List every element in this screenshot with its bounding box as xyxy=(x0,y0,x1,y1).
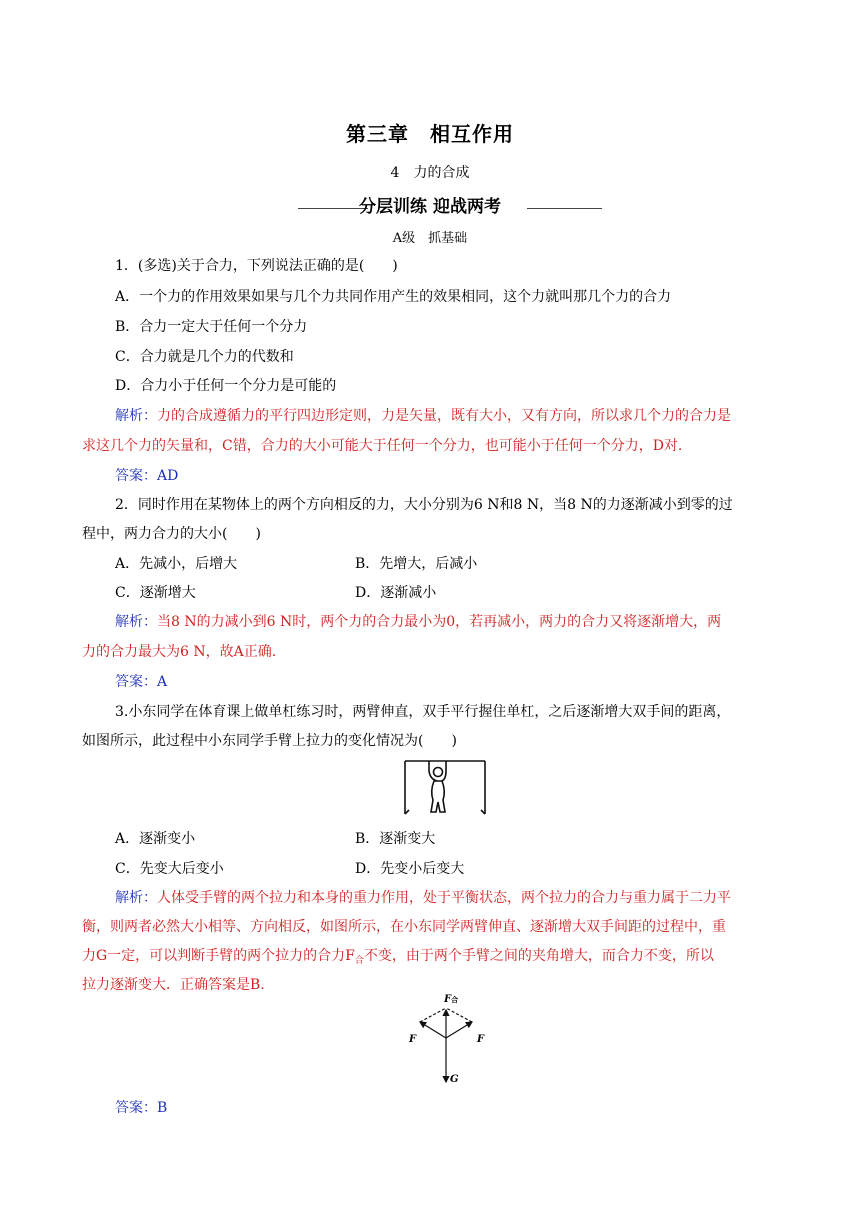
q3-analysis-line-3 xyxy=(82,946,714,971)
q2-option-c: C．逐渐增大 xyxy=(115,585,196,601)
q1-analysis-label: 解析： xyxy=(115,408,157,424)
q3-analysis-text-3a: 力G一定，可以判断手臂的两个拉力的合力F xyxy=(82,948,355,964)
q3-option-b: B．逐渐变大 xyxy=(355,831,436,847)
q1-option-b: B．合力一定大于任何一个分力 xyxy=(115,319,308,335)
dashed-edge-right xyxy=(446,1008,472,1022)
dashed-edge-left xyxy=(420,1008,446,1022)
q3-analysis-line-1 xyxy=(115,888,731,908)
banner-title: 分层训练 迎战两考 xyxy=(359,197,501,217)
q3-option-c: C．先变大后变小 xyxy=(115,861,224,877)
q3-analysis-line-2: 衡，则两者必然大小相等、方向相反，如图所示，在小东同学两臂伸直、逐渐增大双手间距的过程中，重 xyxy=(82,919,726,935)
q1-answer: 答案：AD xyxy=(115,468,179,484)
q1-analysis-text-1: 力的合成遵循力的平行四边形定则，力是矢量，既有大小，又有方向，所以求几个力的合力是 xyxy=(157,408,731,424)
q2-option-d: D．逐渐减小 xyxy=(355,585,437,601)
q2-option-b: B．先增大，后减小 xyxy=(355,556,478,572)
q3-answer: 答案：B xyxy=(115,1100,168,1116)
label-f-total: F合 xyxy=(444,994,459,1005)
q1-option-d: D．合力小于任何一个分力是可能的 xyxy=(115,378,337,394)
q1-option-c: C．合力就是几个力的代数和 xyxy=(115,349,294,365)
q3-option-a: A．逐渐变小 xyxy=(115,831,196,847)
right-force-arrow xyxy=(446,1022,472,1038)
q1-option-a: A．一个力的作用效果如果与几个力共同作用产生的效果相同，这个力就叫那几个力的合力 xyxy=(115,289,672,305)
label-g: G xyxy=(450,1074,459,1085)
label-f-left: F xyxy=(409,1034,417,1045)
q3-analysis-text-1: 人体受手臂的两个拉力和本身的重力作用，处于平衡状态，两个拉力的合力与重力属于二力平 xyxy=(157,890,731,906)
q2-analysis-label: 解析： xyxy=(115,614,157,630)
q1-analysis-line-2: 求这几个力的矢量和，C错，合力的大小可能大于任何一个分力，也可能小于任何一个分力，D对. xyxy=(82,438,683,454)
q2-stem-line-2: 程中，两力合力的大小( ) xyxy=(82,526,261,542)
q2-analysis-text-1: 当8 N的力减小到6 N时，两个力的合力最小为0，若再减小，两力的合力又将逐渐增大，两 xyxy=(157,614,722,630)
q3-option-d: D．先变小后变大 xyxy=(355,861,465,877)
level-heading: A级 抓基础 xyxy=(392,231,468,246)
section-title: 4 力的合成 xyxy=(390,165,470,181)
left-force-arrow xyxy=(420,1022,446,1038)
q3-analysis-line-4: 拉力逐渐变大．正确答案是B. xyxy=(82,977,265,993)
q2-option-a: A．先减小，后增大 xyxy=(115,556,238,572)
q3-analysis-subscript: 合 xyxy=(354,956,364,966)
q2-answer: 答案：A xyxy=(115,674,168,690)
force-diagram xyxy=(400,994,492,1090)
chapter-title: 第三章 相互作用 xyxy=(346,122,514,146)
q3-analysis-label: 解析： xyxy=(115,890,157,906)
label-f-right: F xyxy=(477,1034,485,1045)
q3-stem-line-2: 如图所示，此过程中小东同学手臂上拉力的变化情况为( ) xyxy=(82,733,457,749)
banner-rule-right xyxy=(527,208,602,209)
q3-analysis-text-3b: 不变，由于两个手臂之间的夹角增大，而合力不变，所以 xyxy=(363,948,714,964)
q2-stem-line-1: 2．同时作用在某物体上的两个方向相反的力，大小分别为6 N和8 N，当8 N的力逐渐减小到零的过 xyxy=(115,497,733,513)
q2-analysis-line-2: 力的合力最大为6 N，故A正确. xyxy=(82,644,277,660)
q2-analysis-line-1 xyxy=(115,612,721,632)
q3-stem-line-1: 3.小东同学在体育课上做单杠练习时，两臂伸直，双手平行握住单杠，之后逐渐增大双手间的距离， xyxy=(115,704,731,720)
horizontal-bar-figure xyxy=(402,757,488,817)
q1-stem: 1．(多选)关于合力，下列说法正确的是( ) xyxy=(115,258,398,274)
q1-analysis-line-1 xyxy=(115,406,731,426)
